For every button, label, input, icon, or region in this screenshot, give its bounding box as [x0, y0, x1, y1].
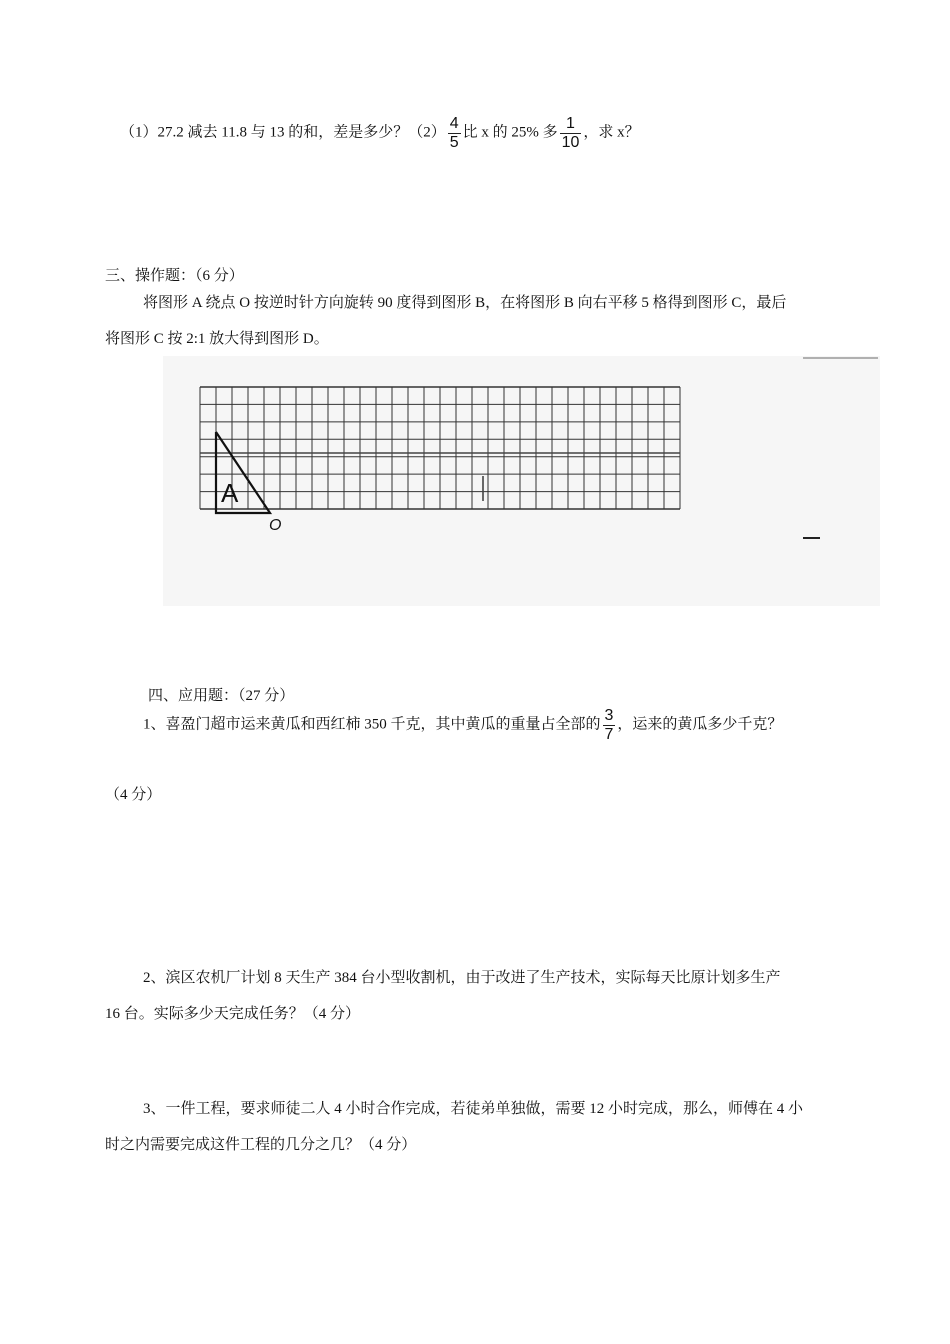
- label-a: A: [221, 478, 239, 508]
- q1-score: （4 分）: [105, 787, 162, 803]
- q1-line: [143, 707, 782, 743]
- section3-text-line2: 将图形 C 按 2:1 放大得到图形 D。: [105, 331, 329, 347]
- q3-line1: 3、一件工程，要求师徒二人 4 小时合作完成，若徒弟单独做，需要 12 小时完成，那么，师傅在 4 小: [143, 1101, 804, 1117]
- section3-text-line1: 将图形 A 绕点 O 按逆时针方向旋转 90 度得到图形 B，在将图形 B 向右平移 5 格得到图形 C，最后: [143, 295, 787, 311]
- q1-text-end: ，运来的黄瓜多少千克？: [617, 716, 783, 733]
- calc-question-part1: （1）27.2 减去 11.8 与 13 的和，差是多少？（2）: [120, 124, 446, 141]
- grid-figure: [163, 356, 880, 606]
- figure-background: [163, 356, 880, 606]
- calc-question-end: ，求 x？: [583, 124, 640, 141]
- section3-heading: 三、操作题：（6 分）: [105, 268, 244, 284]
- section4-heading: 四、应用题：（27 分）: [148, 688, 295, 704]
- calc-question-mid: 比 x 的 25% 多: [462, 124, 558, 141]
- q2-line1: 2、滨区农机厂计划 8 天生产 384 台小型收割机，由于改进了生产技术，实际每天比原计划多生产: [143, 970, 781, 986]
- fraction-1-10: $\frac{1}{10}$: [561, 115, 580, 151]
- grid-svg: [163, 356, 880, 606]
- q1-text: 1、喜盈门超市运来黄瓜和西红柿 350 千克，其中黄瓜的重量占全部的: [143, 716, 601, 733]
- calc-question: [120, 115, 640, 151]
- fraction-4-5: $\frac{4}{5}$: [449, 115, 459, 151]
- q2-line2: 16 台。实际多少天完成任务？（4 分）: [105, 1006, 361, 1022]
- q3-line2: 时之内需要完成这件工程的几分之几？（4 分）: [105, 1137, 417, 1153]
- label-o: O: [269, 517, 282, 534]
- fraction-3-7: $\frac{3}{7}$: [604, 707, 614, 743]
